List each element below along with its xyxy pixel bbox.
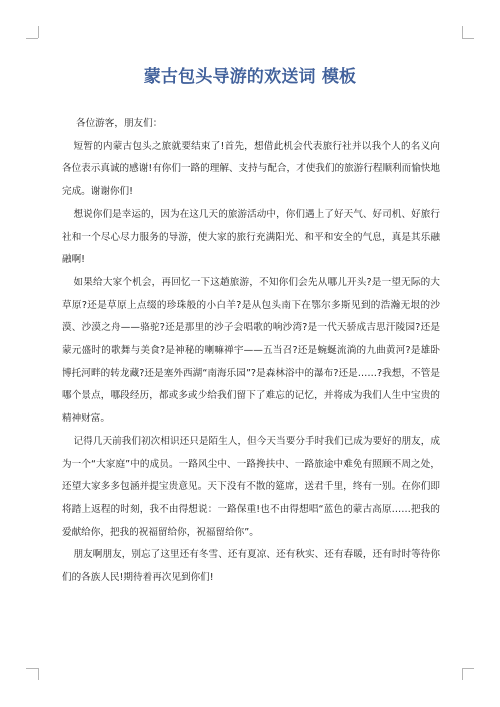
- paragraph-farewell: 记得几天前我们初次相识还只是陌生人，但今天当要分手时我们已成为要好的朋友，成为一个“大家庭”中的成员。一路风尘中、一路搀扶中、一路旅途中难免有照顾不周之处，还望大家多多包涵并提宝贵意见。天下没有不散的筵席，送君千里，终有一别。在你们即将踏上返程的时刻，我不由得想说：一路保重!也不由得想唱“蓝色的蒙古高原……把我的爱献给你，把我的祝福留给你，祝福留给你”。: [62, 435, 440, 538]
- paragraph-thanks: 短暂的内蒙古包头之旅就要结束了!首先，想借此机会代表旅行社并以我个人的名义向各位表示真诚的感谢!有你们一路的理解、支持与配合，才使我们的旅游行程顺利而愉快地完成。谢谢你们!: [62, 140, 441, 198]
- paragraph-memories: 如果给大家个机会，再回忆一下这趟旅游，不知你们会先从哪儿开头?是一望无际的大草原?还是草原上点缀的珍珠般的小白羊?是从包头南下在鄂尔多斯见到的浩瀚无垠的沙漠、沙漠之舟——骆驼?还是那里的沙子会唱歌的响沙湾?是一代天骄成吉思汗陵园?还是蒙元盛时的歌舞与美食?是神秘的喇嘛禅宇——五当召?还是蜿蜒流淌的九曲黄河?是雄卧博托河畔的转龙藏?还是塞外西湖“南海乐园”?是森林浴中的瀑布?还是……?我想，不管是哪个景点，哪段经历，都或多或少给我们留下了难忘的记忆，并将成为我们人生中宝贵的精神财富。: [62, 276, 440, 425]
- document-title: 蒙古包头导游的欢送词 模板: [143, 67, 357, 87]
- paragraph-closing: 朋友啊朋友，别忘了这里还有冬雪、还有夏凉、还有秋实、还有春暖，还有时时等待你们的各族人民!期待着再次见到你们!: [62, 549, 440, 584]
- paragraph-lucky: 想说你们是幸运的，因为在这几天的旅游活动中，你们遇上了好天气、好司机、好旅行社和一个尽心尽力服务的导游，使大家的旅行充满阳光、和平和安全的气息，真是其乐融融啊!: [62, 208, 440, 266]
- salutation: 各位游客，朋友们：: [76, 118, 163, 129]
- document-body: [62, 113, 440, 590]
